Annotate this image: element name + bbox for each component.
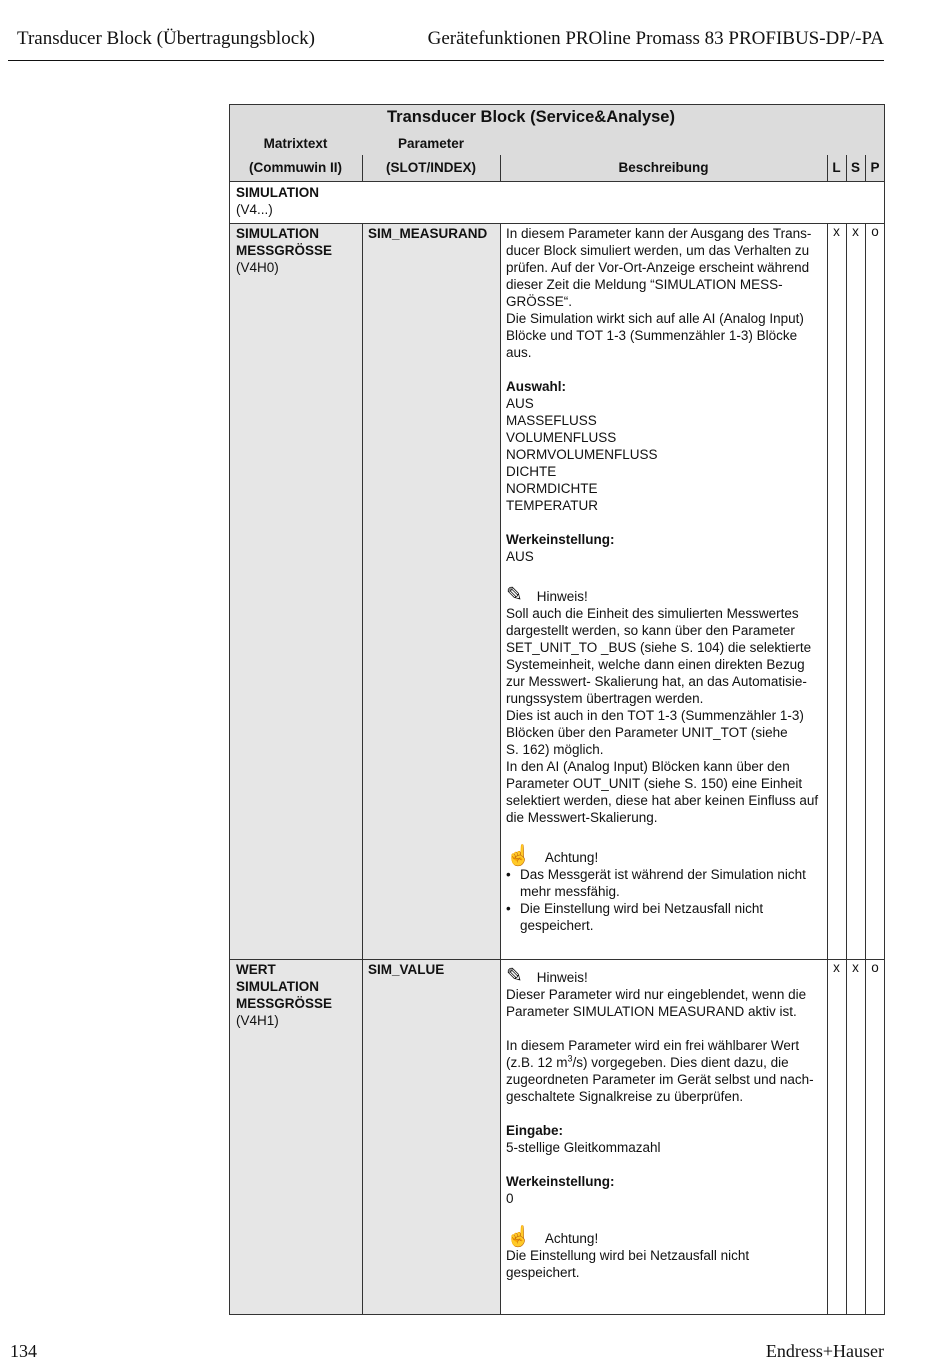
row1-p-mark: o [871,224,879,239]
brand-footer: Endress+Hauser [765,1341,884,1361]
row1-caution-title: Achtung! [544,850,599,865]
row1-option: NORMDICHTE [506,481,598,496]
row2-body-part1: In diesem Parameter wird ein frei wählbarer Wert (z.B. 12 m [506,1038,800,1070]
row1-option: NORMVOLUMENFLUSS [506,447,658,462]
running-header-right: Gerätefunktionen PROline Promass 83 PROFIBUS-DP/-PA [427,28,884,49]
row1-l-mark: x [833,224,840,239]
row1-option: VOLUMENFLUSS [506,430,617,445]
row2-caution-text: Die Einstellung wird bei Netzausfall nicht gespeichert. [506,1248,750,1280]
row2-eingabe-value: 5-stellige Gleitkommazahl [506,1140,661,1155]
table-border-top [229,104,885,105]
table-border-left [229,104,230,1315]
row1-left-bg [229,223,500,960]
col-l-label: L [832,160,841,175]
col-parameter-label: Parameter [397,136,465,151]
pointing-hand-caution-icon: ☝ [506,845,531,867]
row2-body-text [506,1037,826,1105]
header-rule [8,60,884,61]
row1-auswahl-label: Auswahl: [506,379,567,394]
col-divider [827,223,828,1315]
table-title: Transducer Block (Service&Analyse) [387,108,675,126]
row2-werk-label: Werkeinstellung: [506,1174,615,1189]
col-divider [865,223,866,1315]
pencil-note-icon: ✎ [506,584,523,606]
row2-body-part2: /s) vorgegeben. Dies dient dazu, die zugeordneten Parameter im Gerät selbst und nach- geschaltete Signalkreise zu überprüfen. [506,1055,814,1104]
col-divider [362,155,363,181]
group-name: SIMULATION [236,185,319,200]
row1-description [506,225,826,934]
col-divider [500,155,501,181]
group-code: (V4...) [236,202,273,217]
col-divider [846,155,847,181]
row2-body-sup: 3 [567,1053,573,1064]
col-divider [500,223,501,1315]
col-commuwin-label: (Commuwin II) [249,160,342,175]
row1-option: AUS [506,396,534,411]
row2-matrix-line1: WERT [236,962,276,977]
row1-werk-value: AUS [506,549,534,564]
row2-hint-title: Hinweis! [536,970,588,985]
row1-caution-item: • Die Einstellung wird bei Netzausfall nicht gespeichert. [520,900,826,934]
row1-parameter: SIM_MEASURAND [368,226,488,241]
row2-hint-text: Dieser Parameter wird nur eingeblendet, wenn die Parameter SIMULATION MEASURAND aktiv ist. [506,987,807,1019]
row2-werk-value: 0 [506,1191,514,1206]
row1-option: MASSEFLUSS [506,413,597,428]
row1-s-mark: x [852,224,859,239]
col-slot-index-label: (SLOT/INDEX) [386,160,476,175]
row2-matrix-code: (V4H1) [236,1013,279,1028]
row1-matrix-line1: SIMULATION [236,226,319,241]
col-divider [362,223,363,1315]
row1-werk-label: Werkeinstellung: [506,532,615,547]
col-matrixtext-label: Matrixtext [263,136,328,151]
row2-matrix-line3: MESSGRÖSSE [236,996,333,1011]
row2-description [506,966,826,1281]
row1-hint-text: Soll auch die Einheit des simulierten Messwertes dargestellt werden, so kann über den Parameter SET_UNIT_TO _BUS (siehe S. 104) die selektierte Systemeinheit, welche dann einen direkten Bezug zur Messwert- Skalierung hat, an das Automatisie- rungssystem übertragen werden. Dies ist auch in den TOT 1-3 (Summenzähler 1-3) Blöcken über den Parameter UNIT_TOT (siehe S. 162) möglich. In den AI (Analog Input) Blöcken kann über den Parameter OUT_UNIT (siehe S. 150) eine Einheit selektiert werden, diese hat aber keinen Einfluss auf die Messwert-Skalierung. [506,606,819,825]
row2-s-mark: x [852,960,859,975]
row2-caution-title: Achtung! [544,1231,599,1246]
col-divider [827,155,828,181]
col-divider [846,223,847,1315]
row1-caution-item: • Das Messgerät ist während der Simulation nicht mehr messfähig. [520,866,826,900]
running-header-left: Transducer Block (Übertragungsblock) [17,28,315,49]
col-beschreibung-label: Beschreibung [618,160,709,175]
row1-hint-title: Hinweis! [536,589,588,604]
col-p-label: P [870,160,880,175]
row1-matrix-line2: MESSGRÖSSE [236,243,333,258]
page-number: 134 [10,1341,37,1361]
table-border-bottom [229,1314,885,1315]
table-header-rule [229,181,885,182]
row2-parameter: SIM_VALUE [368,962,445,977]
table-group-rule [229,223,885,224]
row2-l-mark: x [833,960,840,975]
col-divider [865,155,866,181]
pencil-note-icon: ✎ [506,965,523,987]
table-border-right [884,104,885,1315]
table-row-rule [229,959,885,960]
transducer-block-table [229,104,885,1315]
col-s-label: S [850,160,860,175]
pointing-hand-caution-icon: ☝ [506,1226,531,1248]
row2-eingabe-label: Eingabe: [506,1123,564,1138]
row1-option: DICHTE [506,464,557,479]
row2-matrix-line2: SIMULATION [236,979,319,994]
row1-matrix-code: (V4H0) [236,260,279,275]
row1-intro: In diesem Parameter kann der Ausgang des Trans- ducer Block simuliert werden, um das Verhalten zu prüfen. Auf der Vor-Ort-Anzeige erscheint während dieser Zeit die Meldung “SIMULATION MESS- GRÖSSE“. Die Simulation wirkt sich auf alle AI (Analog Input) Blöcke und TOT 1-3 (Summenzähler 1-3) Blöcke aus. [506,226,812,360]
row1-option: TEMPERATUR [506,498,599,513]
row2-p-mark: o [871,960,879,975]
